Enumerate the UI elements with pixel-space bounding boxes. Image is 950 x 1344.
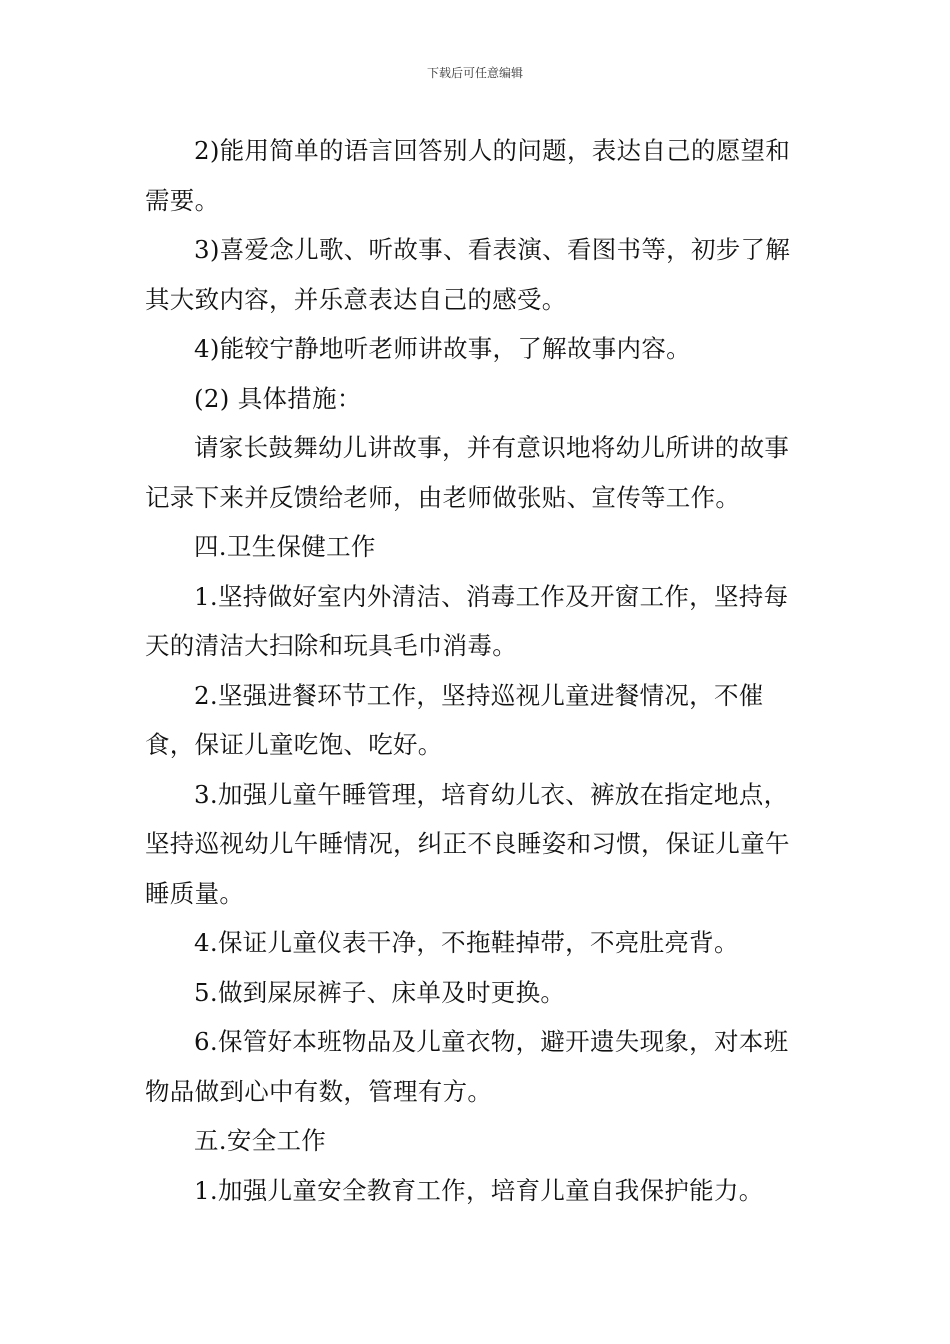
document-body (145, 126, 810, 1215)
paragraph: 2)能用简单的语言回答别人的问题，表达自己的愿望和需要。 (145, 136, 791, 215)
section-heading: 五.安全工作 (194, 1126, 327, 1155)
paragraph: 5.做到屎尿裤子、床单及时更换。 (194, 977, 566, 1007)
paragraph: 4.保证儿童仪表干净，不拖鞋掉带，不亮肚亮背。 (194, 928, 739, 957)
paragraph: 1.加强儿童安全教育工作，培育儿童自我保护能力。 (194, 1175, 764, 1205)
paragraph: 1.坚持做好室内外清洁、消毒工作及开窗工作，坚持每天的清洁大扫除和玩具毛巾消毒。 (145, 581, 789, 660)
page-header: 下载后可任意编辑 (426, 66, 523, 80)
paragraph: 请家长鼓舞幼儿讲故事，并有意识地将幼儿所讲的故事记录下来并反馈给老师，由老师做张贴、宣传等工作。 (145, 433, 790, 512)
paragraph: 3)喜爱念儿歌、听故事、看表演、看图书等，初步了解其大致内容，并乐意表达自己的感受。 (145, 235, 791, 314)
section-heading: 四.卫生保健工作 (194, 532, 376, 561)
paragraph: 3.加强儿童午睡管理，培育幼儿衣、裤放在指定地点，坚持巡视幼儿午睡情况，纠正不良睡姿和习惯，保证儿童午睡质量。 (145, 779, 790, 908)
subsection-heading: (2) 具体措施： (194, 383, 362, 413)
paragraph: 6.保管好本班物品及儿童衣物，避开遗失现象，对本班物品做到心中有数，管理有方。 (145, 1027, 789, 1106)
paragraph: 4)能较宁静地听老师讲故事，了解故事内容。 (194, 334, 691, 363)
paragraph: 2.坚强进餐环节工作，坚持巡视儿童进餐情况，不催食，保证儿童吃饱、吃好。 (145, 680, 764, 759)
